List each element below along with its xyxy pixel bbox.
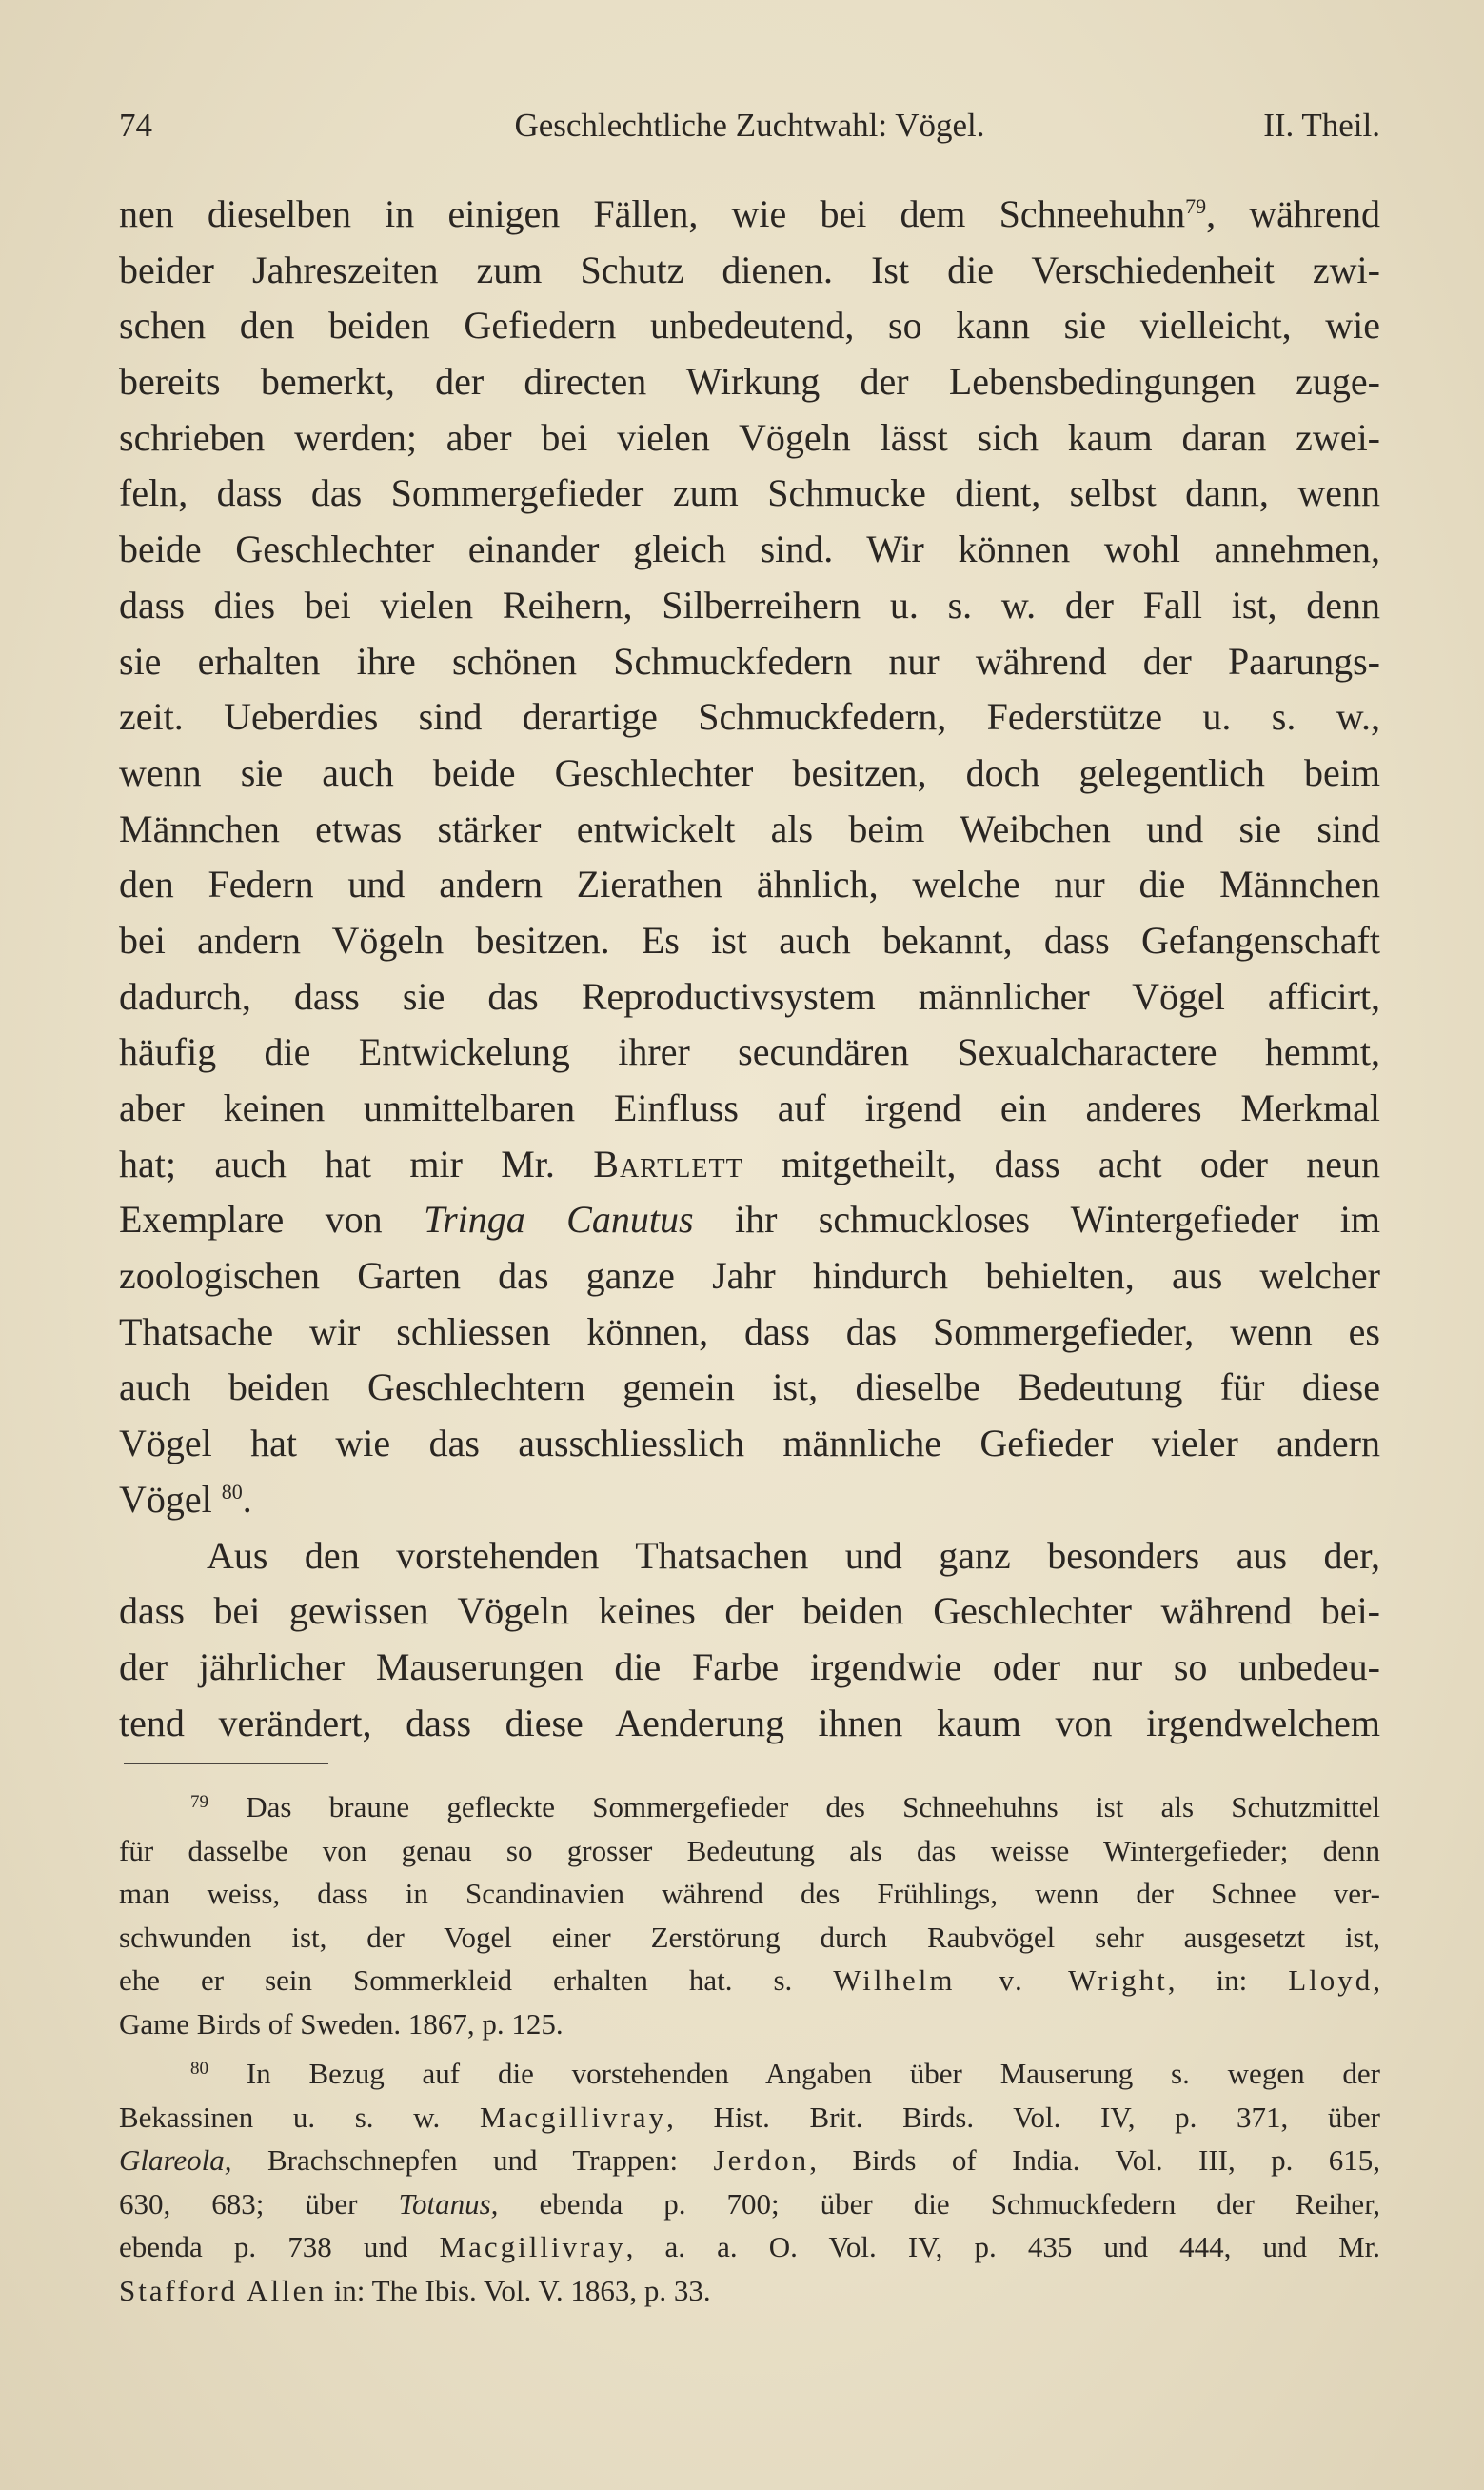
footnote-number: 79 (190, 1792, 208, 1812)
running-title: Geschlechtliche Zuchtwahl: Vögel. (514, 107, 985, 144)
body-text (119, 187, 1380, 1751)
text-line: bereits bemerkt, der directen Wirkung der Lebensbedingungen zuge- (119, 360, 1380, 404)
author-name: Macgillivray (479, 2100, 667, 2134)
footnotes (119, 1785, 1380, 2312)
footnote-line: Stafford Allen in: The Ibis. Vol. V. 1863, p. 33. (119, 2273, 711, 2307)
author-name: Stafford Allen (119, 2273, 326, 2307)
text-line: zoologischen Garten das ganze Jahr hindurch behielten, aus welcher (119, 1254, 1380, 1298)
text-line: Thatsache wir schliessen können, dass das Sommergefieder, wenn es (119, 1309, 1380, 1353)
text-line: nen dieselben in einigen Fällen, wie bei dem Schneehuhn$^{79}$, während (119, 192, 1380, 235)
text-line: feln, dass das Sommergefieder zum Schmucke dient, selbst dann, wenn (119, 471, 1380, 515)
text-line: schrieben werden; aber bei vielen Vögeln lässt sich kaum daran zwei- (119, 415, 1380, 459)
part-label: II. Theil. (1263, 107, 1380, 144)
author-name: Wilhelm v. Wright (833, 1963, 1168, 1997)
page-number: 74 (119, 107, 152, 144)
text-line: Männchen etwas stärker entwickelt als beim Weibchen und sie sind (119, 807, 1380, 850)
genus-name: Glareola, (119, 2143, 232, 2177)
page-header (119, 97, 1380, 154)
author-name: Lloyd (1288, 1963, 1374, 1997)
text-line: dass dies bei vielen Reihern, Silberreihern u. s. w. der Fall ist, denn (119, 583, 1380, 627)
footnote-line: ehe er sein Sommerkleid erhalten hat. s. Wilhelm v. Wright, in: Lloyd, (119, 1963, 1380, 1997)
text-line: dass bei gewissen Vögeln keines der beiden Geschlechter während bei- (119, 1589, 1380, 1633)
footnote-line: $^{79}$ Das braune gefleckte Sommergefieder des Schneehuhns ist als Schutzmittel (190, 1790, 1380, 1823)
text-line: Vögel hat wie das ausschliesslich männliche Gefieder vieler andern (119, 1422, 1380, 1465)
footnote-ref[interactable]: 80 (221, 1479, 243, 1504)
text-line: wenn sie auch beide Geschlechter besitzen, doch gelegentlich beim (119, 750, 1380, 794)
footnote-line: Glareola, Brachschnepfen und Trappen: Jerdon, Birds of India. Vol. III, p. 615, (119, 2143, 1380, 2177)
text-line: schen den beiden Gefiedern unbedeutend, so kann sie vielleicht, wie (119, 304, 1380, 348)
text-line: Aus den vorstehenden Thatsachen und ganz besonders aus der, (207, 1533, 1380, 1577)
footnote-line: man weiss, dass in Scandinavien während des Frühlings, wenn der Schnee ver- (119, 1877, 1380, 1910)
footnote-ref[interactable]: 79 (1185, 194, 1207, 218)
text-line: auch beiden Geschlechtern gemein ist, dieselbe Bedeutung für diese (119, 1365, 1380, 1409)
footnote-line: Game Birds of Sweden. 1867, p. 125. (119, 2006, 564, 2041)
text-line: aber keinen unmittelbaren Einfluss auf irgend ein anderes Merkmal (119, 1086, 1380, 1129)
footnote-line: 630, 683; über Totanus, ebenda p. 700; über die Schmuckfedern der Reiher, (119, 2186, 1380, 2221)
text-line: beide Geschlechter einander gleich sind. Wir können wohl annehmen, (119, 528, 1380, 571)
genus-name: Totanus, (398, 2186, 499, 2221)
person-name: Bartlett (593, 1142, 743, 1185)
footnote-line: $^{80}$ In Bezug auf die vorstehenden Angaben über Mauserung s. wegen der (190, 2057, 1380, 2090)
text-line: beider Jahreszeiten zum Schutz dienen. Ist die Verschiedenheit zwi- (119, 248, 1380, 291)
author-name: Macgillivray (439, 2230, 626, 2263)
text-line: Exemplare von Tringa Canutus ihr schmuckloses Wintergefieder im (119, 1198, 1380, 1242)
text-line: zeit. Ueberdies sind derartige Schmuckfedern, Federstütze u. s. w., (119, 695, 1380, 739)
footnote-line: Bekassinen u. s. w. Macgillivray, Hist. Brit. Birds. Vol. IV, p. 371, über (119, 2100, 1380, 2134)
text-line: Vögel $^{80}$. (119, 1477, 252, 1521)
text-line: hat; auch hat mir Mr. Bartlett mitgetheilt, dass acht oder neun (119, 1142, 1380, 1185)
footnote-line: schwunden ist, der Vogel einer Zerstörung durch Raubvögel sehr ausgesetzt ist, (119, 1920, 1380, 1954)
species-name: Tringa Canutus (424, 1198, 694, 1242)
footnote-divider (124, 1763, 328, 1764)
author-name: Jerdon (713, 2143, 810, 2177)
text-line: sie erhalten ihre schönen Schmuckfedern nur während der Paarungs- (119, 639, 1380, 683)
footnote-number: 80 (190, 2059, 208, 2079)
text-line: tend verändert, dass diese Aenderung ihnen kaum von irgendwelchem (119, 1701, 1380, 1744)
text-line: häufig die Entwickelung ihrer secundären Sexualcharactere hemmt, (119, 1030, 1380, 1074)
footnote-line: für dasselbe von genau so grosser Bedeutung als das weisse Wintergefieder; denn (119, 1833, 1380, 1867)
text-line: den Federn und andern Zierathen ähnlich, welche nur die Männchen (119, 863, 1380, 906)
footnote-line: ebenda p. 738 und Macgillivray, a. a. O. Vol. IV, p. 435 und 444, und Mr. (119, 2230, 1380, 2263)
text-line: dadurch, dass sie das Reproductivsystem männlicher Vögel afficirt, (119, 974, 1380, 1018)
text-line: bei andern Vögeln besitzen. Es ist auch bekannt, dass Gefangenschaft (119, 918, 1380, 962)
text-line: der jährlicher Mauserungen die Farbe irgendwie oder nur so unbedeu- (119, 1644, 1380, 1688)
